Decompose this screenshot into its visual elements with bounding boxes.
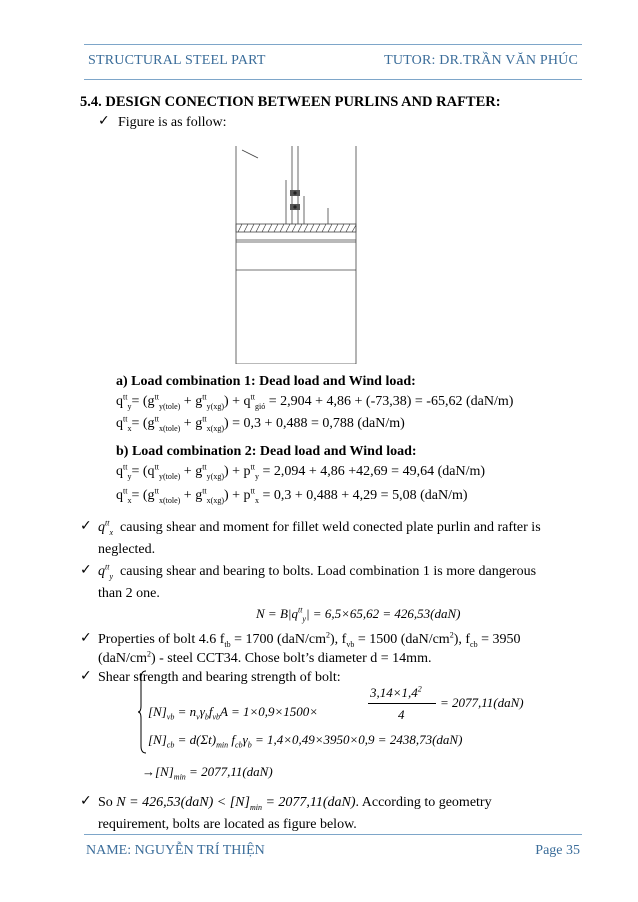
header-course: STRUCTURAL STEEL PART (88, 53, 266, 68)
connection-drawing (228, 146, 364, 364)
n-formula: $N = B|q^{tt}_y| = 6,5\times 65,62 = 426,53(daN)$ (256, 605, 461, 624)
shear-title: Shear strength and bearing strength of bolt: (98, 670, 341, 685)
qx-bullet-line1: $q^{tt}_x$ causing shear and moment for fillet weld conected plate purlin and rafter is (98, 518, 541, 537)
combo2-line2: $q^{tt}_x= (g^{tt}_{x(tole)} + g^{tt}_{x(xg)}) + p^{tt}_x = 0,3 + 0,488 + 4,29 = 5,08$ (daN/m) (116, 486, 468, 505)
section-title: 5.4. DESIGN CONECTION BETWEEN PURLINS AND RAFTER: (80, 94, 501, 110)
check-icon: ✓ (80, 518, 92, 534)
min-strength-eq: $\to[N]_{min} = 2077,11(daN)$ (142, 764, 273, 782)
bolt-props-line2: $(daN/cm^2)$ - steel CCT34. Chose bolt’s diameter d = 14mm. (98, 649, 432, 666)
check-icon: ✓ (98, 113, 110, 129)
check-icon: ✓ (80, 630, 92, 646)
check-icon: ✓ (80, 668, 92, 684)
combo1-line1: $q^{tt}_y= (g^{tt}_{y(tole)} + g^{tt}_{y(xg)}) + q^{tt}_{gió} = 2,904 + 4,86 + (-73,38) = -65,62$ (daN/m) (116, 392, 514, 411)
header-tutor: TUTOR: DR.TRẦN VĂN PHÚC (384, 53, 578, 68)
figure-note: Figure is as follow: (118, 115, 227, 130)
page-number: Page 35 (535, 843, 580, 858)
qx-bullet-line2: neglected. (98, 542, 156, 557)
page-header (84, 44, 582, 80)
combo1-line2: $q^{tt}_x= (g^{tt}_{x(tole)} + g^{tt}_{x(xg)}) = 0,3 + 0,488 = 0,788$ (daN/m) (116, 414, 405, 433)
shear-eq-numerator: $3,14\times 1,4^2$ (370, 684, 422, 700)
footer-author: NAME: NGUYỄN TRÍ THIỆN (86, 843, 265, 858)
conclusion-line2: requirement, bolts are located as figure below. (98, 817, 357, 832)
conclusion-line1: So $N = 426,53(daN) < [N]_{min} = 2077,11(daN)$. According to geometry (98, 795, 492, 812)
equation-brace (137, 670, 147, 754)
bearing-eq: $[N]_{cb} = d(\Sigma t)_{min}$ $f_{cb}\gamma_b = 1,4\times 0,49\times 3950\times 0,9 = 2438,73(daN)$ (148, 732, 463, 750)
combo2-title: b) Load combination 2: Dead load and Wind load: (116, 444, 417, 459)
shear-eq-denominator: 4 (398, 707, 405, 722)
shear-eq-lhs: $[N]_{vb} = n_v\gamma_bf_{vb}A = 1\times 0,9\times 1500\times$ (148, 704, 319, 722)
qy-bullet-line1: $q^{tt}_y$ causing shear and bearing to bolts. Load combination 1 is more dangerous (98, 562, 537, 581)
combo1-title: a) Load combination 1: Dead load and Wind load: (116, 374, 416, 389)
bolt-props-line1: Properties of bolt 4.6 $f_{tb} = 1700$ $(daN/cm^2)$, $f_{vb} = 1500$ $(daN/cm^2)$, $f_{cb} = 3950$ (98, 630, 521, 649)
fraction-bar (368, 703, 436, 704)
page-footer (84, 834, 582, 865)
check-icon: ✓ (80, 793, 92, 809)
combo2-line1: $q^{tt}_y= (q^{tt}_{y(tole)} + g^{tt}_{y(xg)}) + p^{tt}_y = 2,094 + 4,86 +42,69 = 49,64$ (daN/m) (116, 462, 486, 481)
check-icon: ✓ (80, 562, 92, 578)
shear-eq-result: = 2077,11(daN) (440, 695, 524, 710)
qy-bullet-line2: than 2 one. (98, 586, 160, 601)
